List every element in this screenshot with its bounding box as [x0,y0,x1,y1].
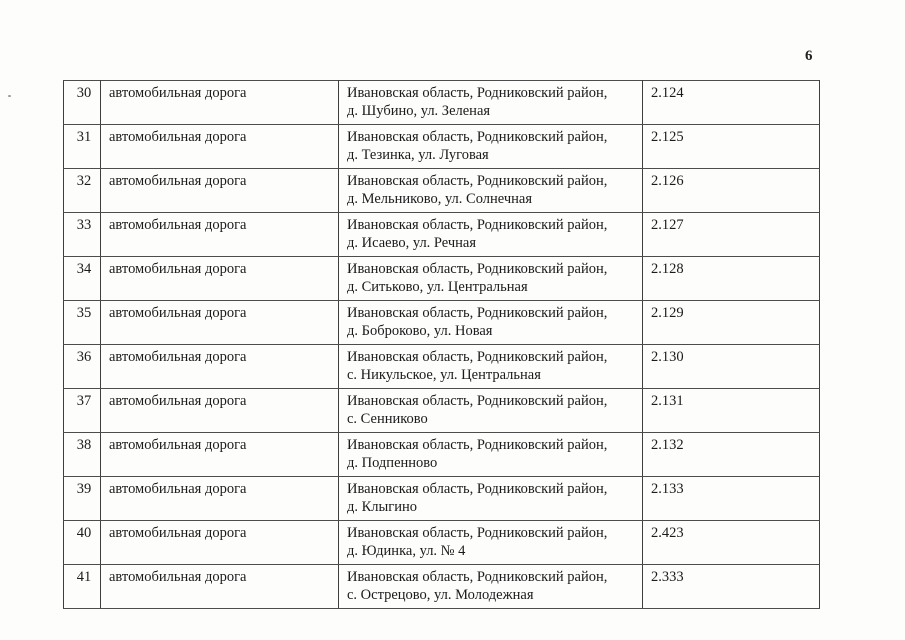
object-location [339,521,643,565]
table-row [64,521,820,565]
row-number: 39 [64,477,101,521]
registry-table-body [64,81,820,609]
object-name: автомобильная дорога [101,213,339,257]
row-number: 36 [64,345,101,389]
scan-artifact [8,95,11,97]
row-number: 30 [64,81,101,125]
object-location [339,389,643,433]
registry-number: 2.126 [643,169,820,213]
location-line-2: д. Исаево, ул. Речная [347,235,477,251]
location-line-2: с. Никульское, ул. Центральная [347,367,541,383]
table-row [64,389,820,433]
object-location [339,565,643,609]
road-registry-table [63,80,820,609]
location-line-1: Ивановская область, Родниковский район, [347,349,608,365]
object-location [339,81,643,125]
registry-number: 2.423 [643,521,820,565]
registry-number: 2.125 [643,125,820,169]
registry-number: 2.131 [643,389,820,433]
table-row [64,345,820,389]
page-number: 6 [805,48,813,64]
object-name: автомобильная дорога [101,125,339,169]
location-line-1: Ивановская область, Родниковский район, [347,85,608,101]
location-line-1: Ивановская область, Родниковский район, [347,217,608,233]
location-line-1: Ивановская область, Родниковский район, [347,481,608,497]
table-row [64,433,820,477]
row-number: 41 [64,565,101,609]
object-name: автомобильная дорога [101,433,339,477]
object-location [339,169,643,213]
location-line-2: д. Юдинка, ул. № 4 [347,543,466,559]
object-name: автомобильная дорога [101,565,339,609]
object-location [339,213,643,257]
table-row [64,125,820,169]
object-name: автомобильная дорога [101,345,339,389]
table-row [64,257,820,301]
row-number: 34 [64,257,101,301]
registry-number: 2.333 [643,565,820,609]
location-line-1: Ивановская область, Родниковский район, [347,305,608,321]
location-line-2: д. Мельниково, ул. Солнечная [347,191,532,207]
location-line-2: д. Тезинка, ул. Луговая [347,147,489,163]
object-name: автомобильная дорога [101,389,339,433]
object-location [339,433,643,477]
object-location [339,477,643,521]
table-row [64,213,820,257]
table-row [64,169,820,213]
registry-number: 2.128 [643,257,820,301]
table-row [64,301,820,345]
location-line-1: Ивановская область, Родниковский район, [347,437,608,453]
location-line-2: д. Боброково, ул. Новая [347,323,493,339]
object-name: автомобильная дорога [101,81,339,125]
row-number: 33 [64,213,101,257]
row-number: 35 [64,301,101,345]
row-number: 37 [64,389,101,433]
object-name: автомобильная дорога [101,169,339,213]
table-row [64,565,820,609]
location-line-1: Ивановская область, Родниковский район, [347,129,608,145]
table-row [64,477,820,521]
location-line-2: д. Ситьково, ул. Центральная [347,279,528,295]
registry-number: 2.127 [643,213,820,257]
object-location [339,257,643,301]
object-name: автомобильная дорога [101,521,339,565]
location-line-1: Ивановская область, Родниковский район, [347,261,608,277]
location-line-1: Ивановская область, Родниковский район, [347,173,608,189]
table-row [64,81,820,125]
location-line-1: Ивановская область, Родниковский район, [347,569,608,585]
object-location [339,345,643,389]
location-line-2: с. Сенниково [347,411,428,427]
location-line-1: Ивановская область, Родниковский район, [347,525,608,541]
row-number: 32 [64,169,101,213]
row-number: 38 [64,433,101,477]
object-name: автомобильная дорога [101,257,339,301]
location-line-2: д. Шубино, ул. Зеленая [347,103,491,119]
registry-number: 2.129 [643,301,820,345]
object-location [339,125,643,169]
registry-number: 2.130 [643,345,820,389]
registry-number: 2.133 [643,477,820,521]
object-location [339,301,643,345]
location-line-2: д. Клыгино [347,499,417,515]
location-line-1: Ивановская область, Родниковский район, [347,393,608,409]
row-number: 31 [64,125,101,169]
location-line-2: д. Подпенново [347,455,438,471]
location-line-2: с. Острецово, ул. Молодежная [347,587,534,603]
registry-number: 2.132 [643,433,820,477]
row-number: 40 [64,521,101,565]
object-name: автомобильная дорога [101,477,339,521]
object-name: автомобильная дорога [101,301,339,345]
registry-number: 2.124 [643,81,820,125]
